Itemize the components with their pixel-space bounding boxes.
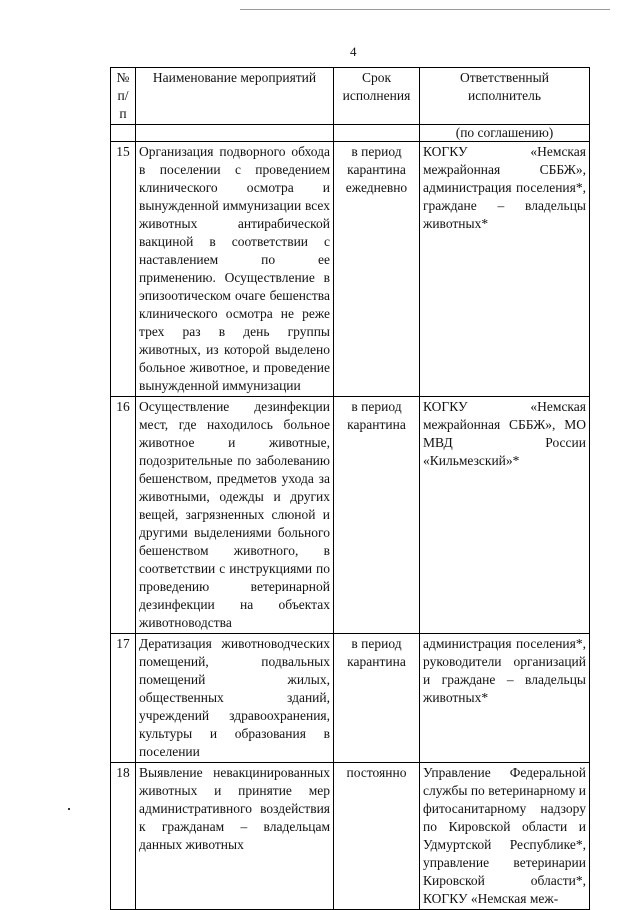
scan-speck (68, 808, 70, 810)
row-activity: Осуществление дезинфекции мест, где находилось больное животное и животные, подозрительные по заболеванию бешенством, предметов ухода за животными, одежды и других вещей, загрязненных слюной и другими выделениями больного бешенством животного, в соответствии с инструкциями по проведению ветеринарной дезинфекции на объектах животноводства (136, 397, 334, 634)
top-rule (240, 9, 610, 10)
row-number: 15 (111, 142, 136, 397)
row-term: постоянно (334, 763, 420, 910)
header-number: № п/п (111, 68, 136, 125)
row-activity: Организация подворного обхода в поселении с проведением клинического осмотра и вынужденной иммунизации всех животных антирабической вакциной в соответствии с наставлением по ее применению. Осуществление в эпизоотическом очаге бешенства клинического осмотра не реже трех раз в день группы животных, из которой выделено больное животное, и проведение вынужденной иммунизации (136, 142, 334, 397)
activities-table (110, 67, 590, 910)
table-row (111, 634, 590, 763)
row-term: в период карантина (334, 397, 420, 634)
cont-cell-num (111, 125, 136, 142)
row-term: в период карантина ежедневно (334, 142, 420, 397)
table-row (111, 142, 590, 397)
row-responsible: Управление Федеральной службы по ветеринарному и фитосанитарному надзору по Кировской области и Удмуртской Республике*, управление ветеринарии Кировской области*, КОГКУ «Немская меж- (420, 763, 590, 910)
row-responsible: КОГКУ «Немская межрайонная СББЖ», МО МВД России «Кильмезский»* (420, 397, 590, 634)
page-number: 4 (350, 44, 357, 59)
cont-cell-term (334, 125, 420, 142)
row-number: 16 (111, 397, 136, 634)
row-number: 18 (111, 763, 136, 910)
row-activity: Дератизация животноводческих помещений, подвальных помещений жилых, общественных зданий, учреждений здравоохранения, культуры и образования в поселении (136, 634, 334, 763)
row-activity: Выявление невакцинированных животных и принятие мер административного воздействия к гражданам – владельцам данных животных (136, 763, 334, 910)
row-term: в период карантина (334, 634, 420, 763)
row-number: 17 (111, 634, 136, 763)
continuation-note: (по соглашению) (420, 125, 590, 142)
row-responsible: КОГКУ «Немская межрайонная СББЖ», администрация поселения*, граждане – владельцы животных* (420, 142, 590, 397)
header-term: Срок исполнения (334, 68, 420, 125)
header-activity: Наименование мероприятий (136, 68, 334, 125)
table-header-row (111, 68, 590, 125)
table-row (111, 763, 590, 910)
row-responsible: администрация поселения*, руководители организаций и граждане – владельцы животных* (420, 634, 590, 763)
table-row (111, 397, 590, 634)
header-responsible: Ответственный исполнитель (420, 68, 590, 125)
continuation-row (111, 125, 590, 142)
cont-cell-name (136, 125, 334, 142)
